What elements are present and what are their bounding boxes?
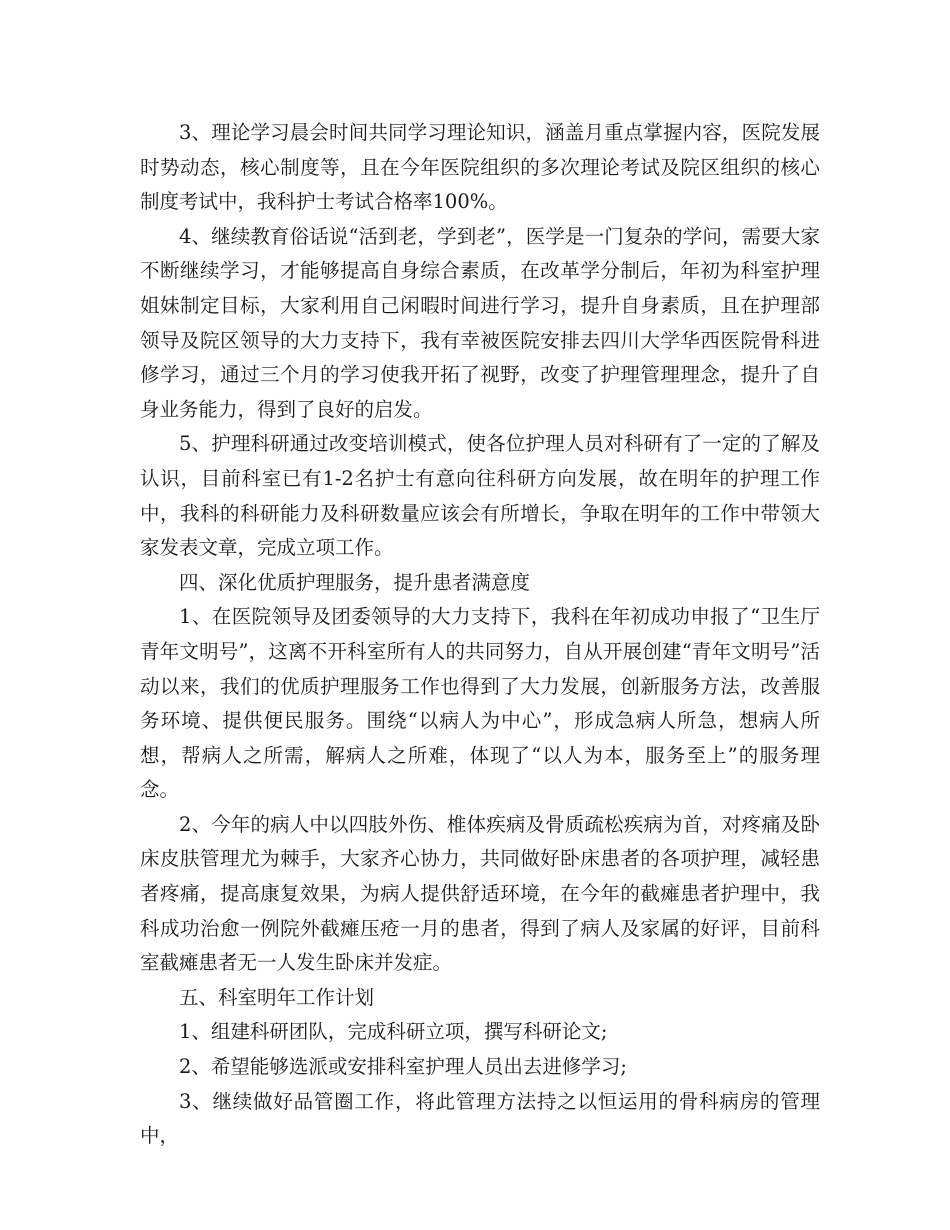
plan-item-quality-circle: 3、继续做好品管圈工作，将此管理方法持之以恒运用的骨科病房的管理中， bbox=[140, 1089, 820, 1148]
section-heading-quality-nursing: 四、深化优质护理服务，提升患者满意度 bbox=[179, 570, 531, 594]
paragraph-nursing-research: 5、护理科研通过改变培训模式，使各位护理人员对科研有了一定的了解及认识，目前科室已有1-2名护士有意向往科研方向发展，故在明年的护理工作中，我科的科研能力及科研数量应该会有所增长，争取在明年的工作中带领大家发表文章，完成立项工作。 bbox=[140, 432, 820, 560]
document-body bbox=[140, 116, 820, 1154]
section-heading-work-plan: 五、科室明年工作计划 bbox=[179, 985, 375, 1009]
plan-item-research-team: 1、组建科研团队，完成科研立项，撰写科研论文; bbox=[179, 1020, 608, 1044]
paragraph-theory-study: 3、理论学习晨会时间共同学习理论知识，涵盖月重点掌握内容，医院发展时势动态，核心制度等，且在今年医院组织的多次理论考试及院区组织的核心制度考试中，我科护士考试合格率100%。 bbox=[140, 121, 820, 214]
plan-item-further-study: 2、希望能够选派或安排科室护理人员出去进修学习; bbox=[179, 1055, 627, 1079]
paragraph-continuing-education: 4、继续教育俗话说“活到老，学到老”，医学是一门复杂的学问，需要大家不断继续学习，才能够提高自身综合素质，在改革学分制后，年初为科室护理姐妹制定目标，大家利用自己闲暇时间进行学习，提升自身素质，且在护理部领导及院区领导的大力支持下，我有幸被医院安排去四川大学华西医院骨科进修学习，通过三个月的学习使我开拓了视野，改变了护理管理理念，提升了自身业务能力，得到了良好的启发。 bbox=[140, 224, 820, 421]
paragraph-patient-care: 2、今年的病人中以四肢外伤、椎体疾病及骨质疏松疾病为首，对疼痛及卧床皮肤管理尤为棘手，大家齐心协力，共同做好卧床患者的各项护理，减轻患者疼痛，提高康复效果，为病人提供舒适环境，在今年的截瘫患者护理中，我科成功治愈一例院外截瘫压疮一月的患者，得到了病人及家属的好评，目前科室截瘫患者无一人发生卧床并发症。 bbox=[140, 812, 820, 975]
paragraph-youth-civilization: 1、在医院领导及团委领导的大力支持下，我科在年初成功申报了“卫生厅青年文明号”，这离不开科室所有人的共同努力，自从开展创建“青年文明号”活动以来，我们的优质护理服务工作也得到了大力发展，创新服务方法，改善服务环境、提供便民服务。围绕“以病人为中心”，形成急病人所急，想病人所想，帮病人之所需，解病人之所难，体现了“以人为本，服务至上”的服务理念。 bbox=[140, 605, 820, 802]
